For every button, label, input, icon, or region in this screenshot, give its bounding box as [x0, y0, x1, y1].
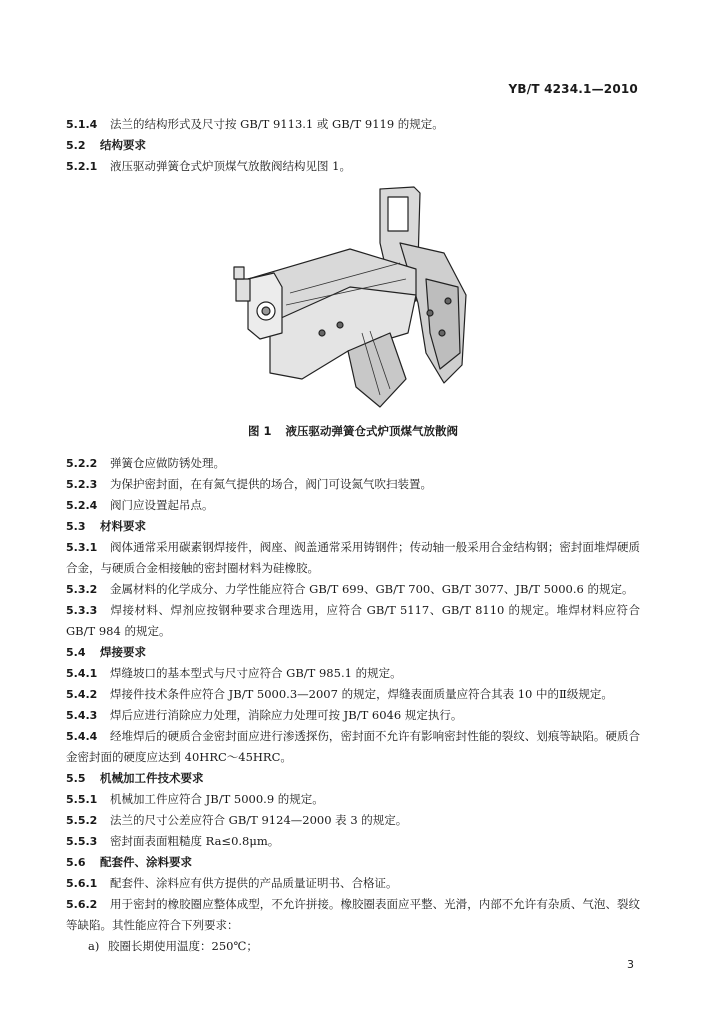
clause-number: 5.6.2: [66, 898, 98, 911]
clause: [66, 726, 640, 768]
clause: [66, 600, 640, 642]
clause-text: 法兰的尺寸公差应符合 GB/T 9124—2000 表 3 的规定。: [110, 813, 408, 827]
clause-number: 5.4.2: [66, 688, 98, 701]
clause-number: 5.3.2: [66, 583, 98, 596]
clause-text: 金属材料的化学成分、力学性能应符合 GB/T 699、GB/T 700、GB/T 3077、JB/T 5000.6 的规定。: [110, 582, 634, 596]
clause: [66, 831, 640, 852]
clause: [66, 474, 640, 495]
clause: [66, 537, 640, 579]
section-title: 机械加工件技术要求: [100, 771, 204, 785]
clause-number: 5.6.1: [66, 877, 98, 890]
clause-text: 弹簧仓应做防锈处理。: [110, 456, 225, 470]
clause: [66, 453, 640, 474]
clause-number: 5.4: [66, 646, 86, 659]
clause-text: 为保护密封面，在有氮气提供的场合，阀门可设氮气吹扫装置。: [110, 477, 432, 491]
clause-text: 法兰的结构形式及尺寸按 GB/T 9113.1 或 GB/T 9119 的规定。: [110, 117, 444, 131]
clause: [66, 495, 640, 516]
clause: [66, 663, 640, 684]
list-item-mark: a): [88, 939, 100, 953]
clause-text: 配套件、涂料应有供方提供的产品质量证明书、合格证。: [110, 876, 398, 890]
clause-number: 5.4.1: [66, 667, 98, 680]
clause: [66, 810, 640, 831]
section-title: 焊接要求: [100, 645, 146, 659]
clause-text: 用于密封的橡胶圈应整体成型，不允许拼接。橡胶圈表面应平整、光滑，内部不允许有杂质、气泡、裂纹等缺陷。其性能应符合下列要求：: [66, 897, 640, 932]
section-title: 配套件、涂料要求: [100, 855, 192, 869]
clause: [66, 156, 640, 177]
section-heading: [66, 852, 640, 873]
clause: [66, 873, 640, 894]
clause-number: 5.2.1: [66, 160, 98, 173]
clause-text: 焊接件技术条件应符合 JB/T 5000.3—2007 的规定，焊缝表面质量应符合其表 10 中的Ⅱ级规定。: [110, 687, 613, 701]
clause-text: 焊接材料、焊剂应按钢种要求合理选用，应符合 GB/T 5117、GB/T 8110 的规定。堆焊材料应符合 GB/T 984 的规定。: [66, 603, 640, 638]
clause-number: 5.5.3: [66, 835, 98, 848]
section-heading: [66, 768, 640, 789]
clause: [66, 894, 640, 936]
clause-text: 焊后应进行消除应力处理，消除应力处理可按 JB/T 6046 规定执行。: [110, 708, 463, 722]
clause-number: 5.5: [66, 772, 86, 785]
section-title: 结构要求: [100, 138, 146, 152]
clause-number: 5.2.3: [66, 478, 98, 491]
clause-text: 机械加工件应符合 JB/T 5000.9 的规定。: [110, 792, 324, 806]
clause-text: 阀体通常采用碳素钢焊接件，阀座、阀盖通常采用铸钢件；传动轴一般采用合金结构钢；密封面堆焊硬质合金，与硬质合金相接触的密封圈材料为硅橡胶。: [66, 540, 640, 575]
sections-after-figure: [66, 453, 640, 936]
clause-number: 5.1.4: [66, 118, 98, 131]
clause-number: 5.4.4: [66, 730, 98, 743]
clause-number: 5.3.1: [66, 541, 98, 554]
section-heading: [66, 516, 640, 537]
figure-caption: [66, 423, 640, 439]
clause-text: 经堆焊后的硬质合金密封面应进行渗透探伤，密封面不允许有影响密封性能的裂纹、划痕等缺陷。硬质合金密封面的硬度应达到 40HRC～45HRC。: [66, 729, 640, 764]
figure-1: [66, 183, 640, 415]
clause-number: 5.5.2: [66, 814, 98, 827]
clause-number: 5.4.3: [66, 709, 98, 722]
figure-caption-text: 液压驱动弹簧仓式炉顶煤气放散阀: [285, 424, 458, 438]
document-body: [66, 114, 640, 957]
figure-number: 图 1: [247, 424, 272, 438]
list-item-text: 胶圈长期使用温度：250℃；: [108, 939, 258, 953]
clause: [66, 789, 640, 810]
standard-code-header: YB/T 4234.1—2010: [508, 82, 638, 96]
clause: [66, 705, 640, 726]
section-heading: [66, 642, 640, 663]
clause: [66, 114, 640, 135]
clause-number: 5.2.4: [66, 499, 98, 512]
clause-number: 5.5.1: [66, 793, 98, 806]
section-title: 材料要求: [100, 519, 146, 533]
section-heading: [66, 135, 640, 156]
clause: [66, 684, 640, 705]
clause-number: 5.2.2: [66, 457, 98, 470]
list-item: [66, 936, 640, 957]
clause-number: 5.6: [66, 856, 86, 869]
valve-drawing: [230, 183, 478, 415]
sections-before-figure: [66, 114, 640, 177]
clause-text: 焊缝坡口的基本型式与尺寸应符合 GB/T 985.1 的规定。: [110, 666, 402, 680]
clause-number: 5.3: [66, 520, 86, 533]
clause-number: 5.3.3: [66, 604, 98, 617]
clause-text: 密封面表面粗糙度 Ra≤0.8μm。: [110, 834, 280, 848]
clause-text: 液压驱动弹簧仓式炉顶煤气放散阀结构见图 1。: [110, 159, 351, 173]
clause-number: 5.2: [66, 139, 86, 152]
clause: [66, 579, 640, 600]
clause-text: 阀门应设置起吊点。: [110, 498, 214, 512]
page-number: 3: [627, 958, 634, 971]
